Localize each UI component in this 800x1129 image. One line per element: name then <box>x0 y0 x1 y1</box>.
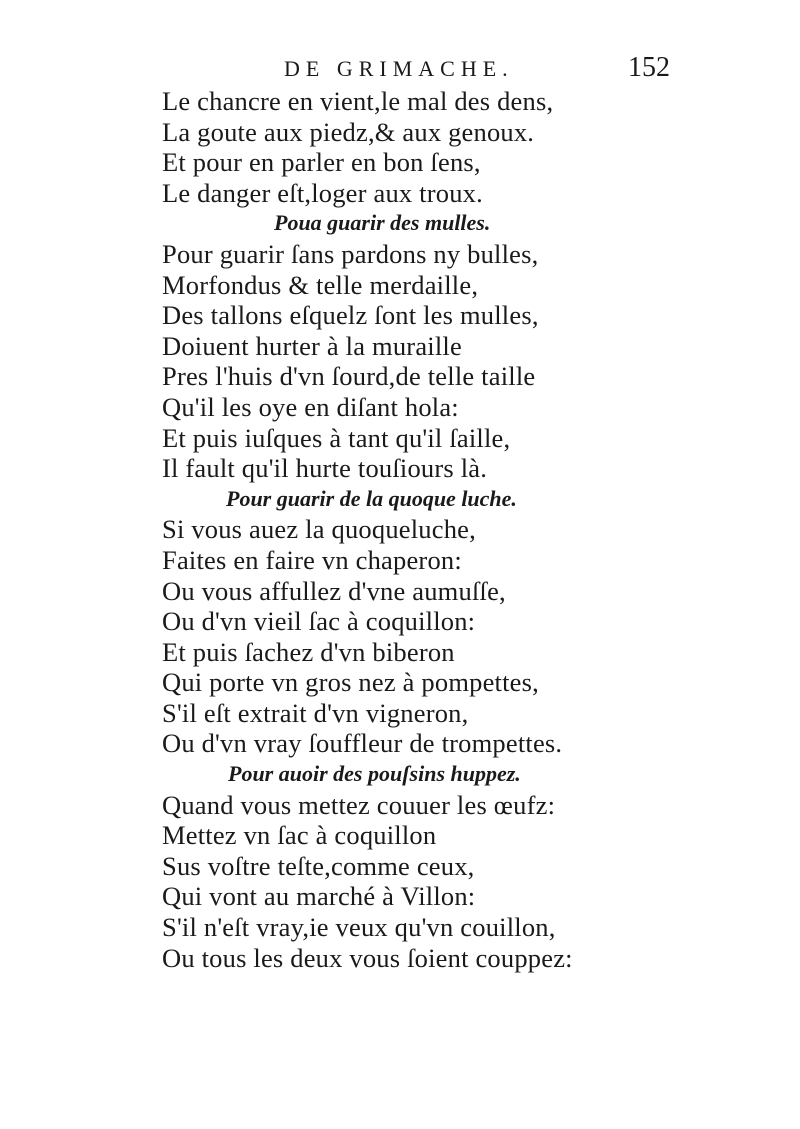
verse-line: Ou vous affullez d'vne aumuſſe, <box>162 575 506 606</box>
verse-line: Il fault qu'il hurte touſiours là. <box>162 453 488 484</box>
section-heading: Pour guarir de la quoque luche. <box>226 485 517 511</box>
verse-line: Le danger eſt,loger aux troux. <box>162 177 483 208</box>
verse-line: Faites en faire vn chaperon: <box>162 544 462 575</box>
verse-line: Si vous auez la quoqueluche, <box>162 514 476 545</box>
verse-line: Et pour en parler en bon ſens, <box>162 147 481 178</box>
verse-line: Sus voſtre teſte,comme ceux, <box>162 850 475 881</box>
running-head <box>160 52 670 90</box>
verse-line: Et puis iuſques à tant qu'il ſaille, <box>162 422 511 453</box>
verse-line: S'il n'eſt vray,ie veux qu'vn couillon, <box>162 912 556 943</box>
verse-line: Ou d'vn vieil ſac à coquillon: <box>162 606 476 637</box>
verse-line: Doiuent hurter à la muraille <box>162 330 462 361</box>
verse-line: Mettez vn ſac à coquillon <box>162 820 437 851</box>
verse-line: Des tallons eſquelz ſont les mulles, <box>162 300 539 331</box>
verse-line: Qu'il les oye en diſant hola: <box>162 391 459 422</box>
verse-line: Pres l'huis d'vn ſourd,de telle taille <box>162 361 536 392</box>
verse-line: Qui porte vn gros nez à pompettes, <box>162 667 539 698</box>
verse-line: Morfondus & telle merdaille, <box>162 269 479 300</box>
verse-line: S'il eſt extrait d'vn vigneron, <box>162 697 469 728</box>
section-heading: Poua guarir des mulles. <box>274 210 491 236</box>
verse-line: Ou tous les deux vous ſoient couppez: <box>162 942 573 973</box>
poem-text <box>162 86 662 973</box>
verse-line: Ou d'vn vray ſouffleur de trompettes. <box>162 728 563 759</box>
running-head-title: DE GRIMACHE. <box>284 56 514 81</box>
section-heading: Pour auoir des pouſsins huppez. <box>228 761 521 787</box>
verse-line: Et puis ſachez d'vn biberon <box>162 636 455 667</box>
verse-line: Pour guarir ſans pardons ny bulles, <box>162 238 539 269</box>
verse-line: Qui vont au marché à Villon: <box>162 881 476 912</box>
verse-line: Le chancre en vient,le mal des dens, <box>162 86 554 116</box>
verse-line: Quand vous mettez couuer les œufz: <box>162 789 556 820</box>
page-number: 152 <box>628 52 670 83</box>
verse-line: La goute aux piedz,& aux genoux. <box>162 116 535 147</box>
